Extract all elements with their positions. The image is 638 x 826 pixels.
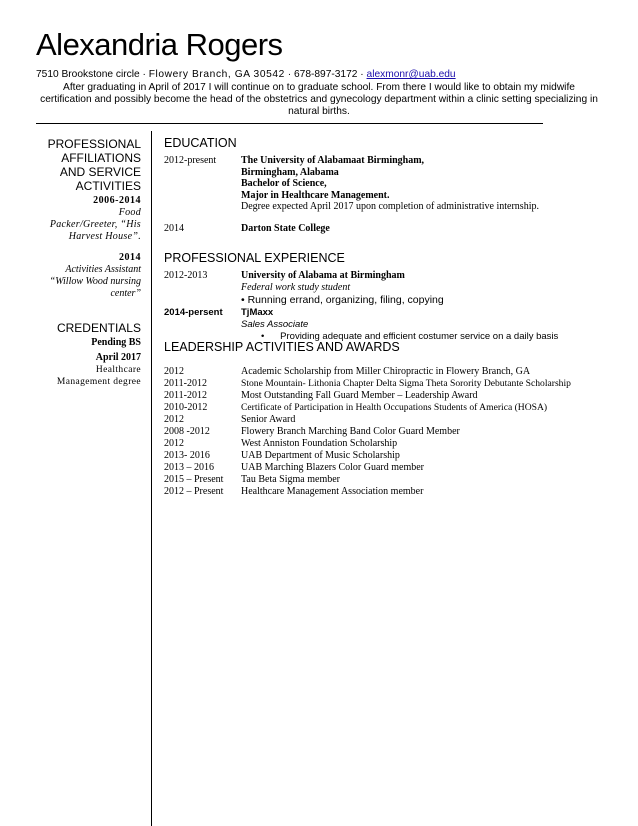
objective-statement: After graduating in April of 2017 I will continue on to graduate school. From there I would like to obtain my midwife certification and possibly become the head of the obstetrics and gynecology department within a clinic setting specializing in natural births.	[40, 82, 598, 117]
affiliation-date: 2014	[119, 252, 141, 263]
address: 7510 Brookstone circle	[36, 69, 140, 80]
separator-dot: ·	[360, 69, 364, 80]
separator-dot: ·	[142, 69, 146, 80]
email-link[interactable]: alexmonr@uab.edu	[366, 69, 456, 80]
experience-heading: PROFESSIONAL EXPERIENCE	[164, 251, 345, 265]
column-divider	[151, 131, 152, 826]
experience-date: 2014-persent	[164, 307, 223, 318]
credential-date: April 2017	[95, 352, 141, 363]
header-divider	[36, 123, 543, 124]
leadership-heading: LEADERSHIP ACTIVITIES AND AWARDS	[164, 340, 400, 354]
credential-text: Healthcare Management degree	[56, 365, 141, 387]
education-date: 2014	[164, 223, 184, 234]
city: Flowery Branch, GA 30542	[148, 69, 285, 80]
education-heading: EDUCATION	[164, 136, 237, 150]
affiliation-text: Food Packer/Greeter, “His Harvest House”.	[49, 207, 141, 242]
affiliation-text: Activities Assistant “Willow Wood nursing center”	[49, 264, 141, 299]
separator-dot: ·	[287, 69, 292, 80]
experience-date: 2012-2013	[164, 270, 208, 281]
credentials-heading: CREDENTIALS	[56, 321, 141, 335]
candidate-name: Alexandria Rogers	[36, 27, 283, 62]
education-date: 2012-present	[164, 155, 217, 166]
contact-line	[36, 69, 456, 80]
credential-status: Pending BS	[91, 337, 141, 348]
affiliation-date: 2006-2014	[93, 195, 141, 206]
affiliations-heading: PROFESSIONAL AFFILIATIONS AND SERVICE ACTIVITIES	[47, 137, 141, 193]
phone: 678-897-3172	[293, 69, 358, 80]
